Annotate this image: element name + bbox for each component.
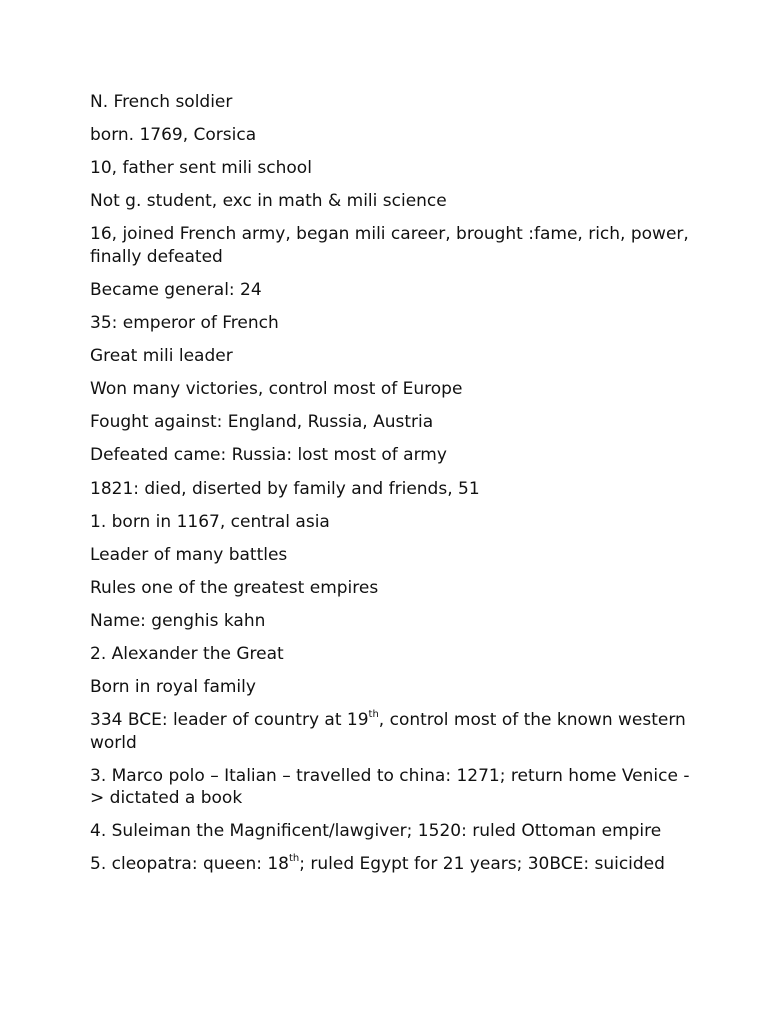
document-page: [90, 91, 690, 887]
text-line: 35: emperor of French: [90, 313, 279, 334]
text-line: Not g. student, exc in math & mili science: [90, 191, 447, 212]
text-line: Fought against: England, Russia, Austria: [90, 412, 434, 433]
text-line: Won many victories, control most of Europe: [90, 379, 463, 400]
text-line-part: ; ruled Egypt for 21 years; 30BCE: suicided: [299, 854, 665, 875]
text-line: 2. Alexander the Great: [90, 644, 284, 664]
ordinal-superscript: th: [289, 852, 300, 864]
text-line: Became general: 24: [90, 279, 262, 300]
text-line-part: 334 BCE: leader of country at 19: [90, 710, 369, 731]
text-line: Name: genghis kahn: [90, 610, 266, 631]
text-line: N. French soldier: [90, 92, 233, 112]
text-line-part: , control most of the known western world: [90, 710, 686, 753]
text-line: [90, 709, 690, 754]
text-line: Great mili leader: [90, 346, 233, 367]
text-line: 16, joined French army, began mili career, brought :fame, rich, power, finally defeated: [90, 224, 689, 267]
text-line: Rules one of the greatest empires: [90, 577, 379, 598]
text-line-part: 5. cleopatra: queen: 18: [90, 854, 289, 875]
text-line: born. 1769, Corsica: [90, 125, 257, 146]
text-line: [90, 853, 690, 876]
text-line: Leader of many battles: [90, 544, 288, 565]
text-line: Defeated came: Russia: lost most of army: [90, 445, 447, 466]
text-line: Born in royal family: [90, 677, 256, 698]
text-line: 10, father sent mili school: [90, 158, 312, 179]
ordinal-superscript: th: [368, 708, 379, 720]
text-line: 4. Suleiman the Magnificent/lawgiver; 1520: ruled Ottoman empire: [90, 821, 662, 842]
text-line: 1. born in 1167, central asia: [90, 511, 330, 532]
text-line: 1821: died, diserted by family and friends, 51: [90, 478, 480, 499]
text-line: 3. Marco polo – Italian – travelled to china: 1271; return home Venice -> dictated a book: [90, 765, 690, 809]
